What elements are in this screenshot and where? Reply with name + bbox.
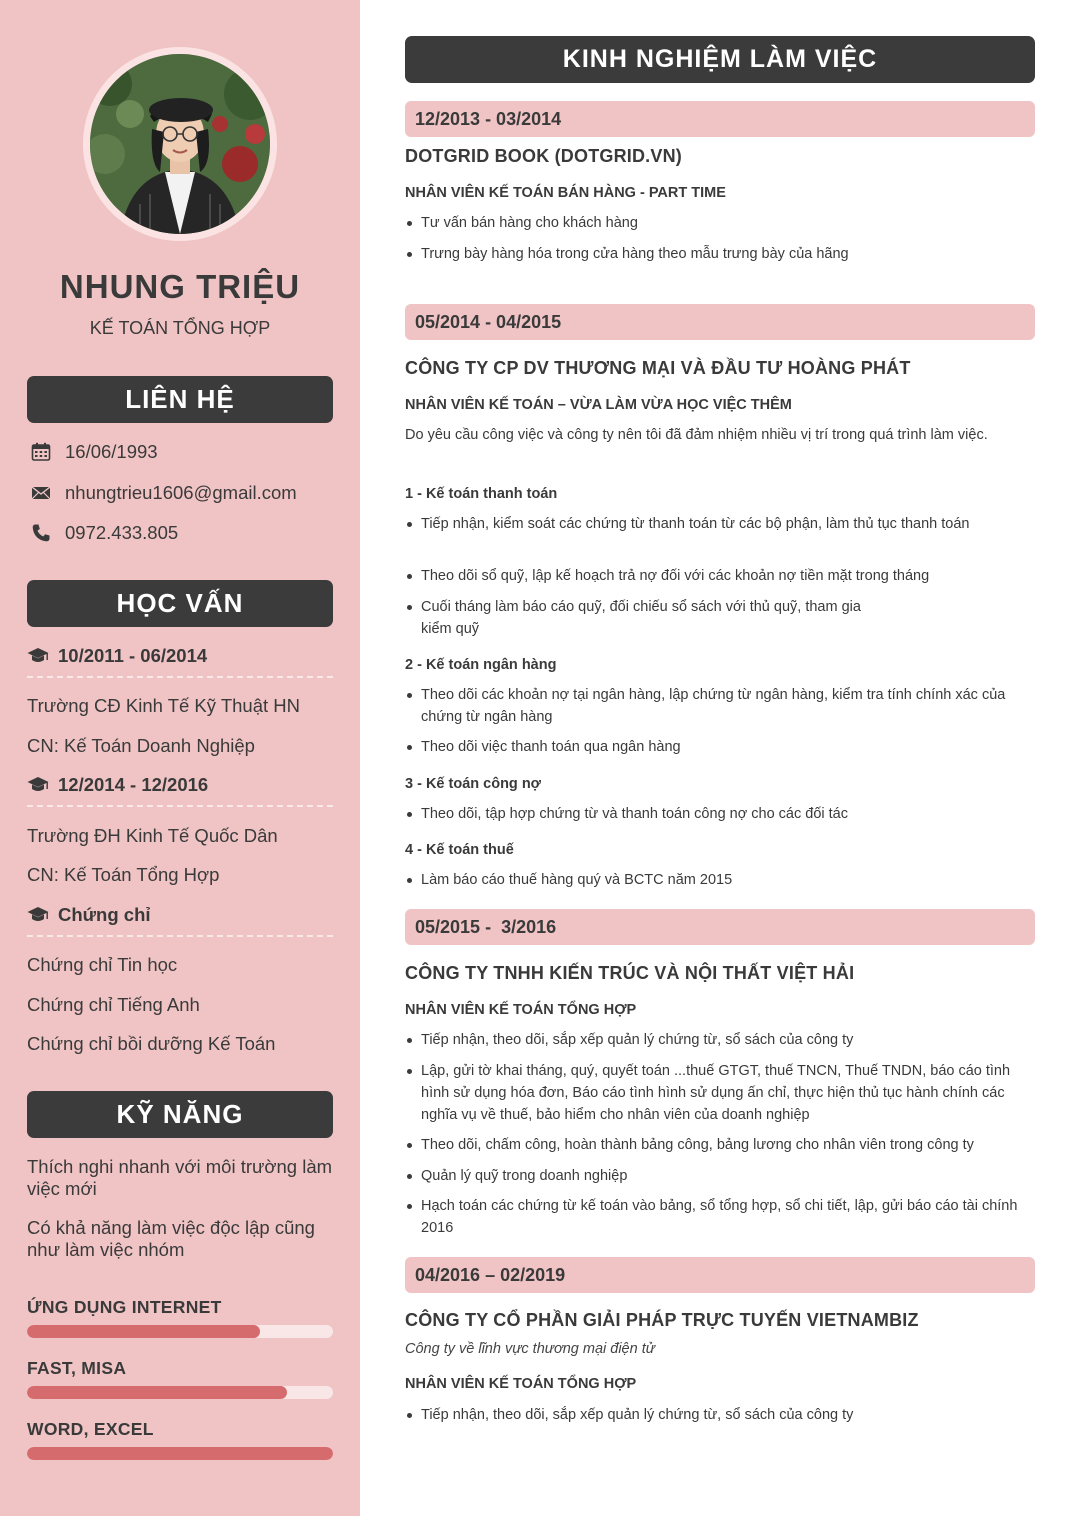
company-name: DOTGRID BOOK (DOTGRID.VN) xyxy=(405,146,682,166)
job-bullet: Trưng bày hàng hóa trong cửa hàng theo mẫu trưng bày của hãng xyxy=(405,243,865,265)
soft-skill: Thích nghi nhanh với môi trường làm việc mới xyxy=(27,1156,333,1199)
job-bullet: Tiếp nhận, kiểm soát các chứng từ thanh toán từ các bộ phận, làm thủ tục thanh toán xyxy=(405,513,1030,535)
certificate-item: Chứng chỉ bồi dưỡng Kế Toán xyxy=(27,1033,276,1054)
soft-skill: Có khả năng làm việc độc lập cũng như làm việc nhóm xyxy=(27,1217,315,1260)
education-school: Trường ĐH Kinh Tế Quốc Dân xyxy=(27,825,278,846)
education-period-1 xyxy=(27,644,333,668)
skill-bar-fill xyxy=(27,1325,260,1338)
birthday-value: 16/06/1993 xyxy=(65,441,158,462)
job-title: KẾ TOÁN TỔNG HỢP xyxy=(89,318,271,338)
person-name: NHUNG TRIỆU xyxy=(59,268,301,305)
profile-photo xyxy=(90,54,270,234)
job-bullet: Quản lý quỹ trong doanh nghiệp xyxy=(405,1165,1035,1187)
company-name: CÔNG TY TNHH KIẾN TRÚC VÀ NỘI THẤT VIỆT HẢI xyxy=(405,963,855,983)
graduation-cap-icon xyxy=(27,646,49,666)
skill-bar xyxy=(27,1386,333,1399)
job-bullet: Tiếp nhận, theo dõi, sắp xếp quản lý chứng từ, sổ sách của công ty xyxy=(405,1404,1035,1426)
education-period-2 xyxy=(27,773,333,797)
skill-bar-fill xyxy=(27,1386,287,1399)
skill-bar xyxy=(27,1447,333,1460)
education-heading: HỌC VẤN xyxy=(27,580,333,627)
skill-label: WORD, EXCEL xyxy=(27,1419,154,1439)
graduation-cap-icon xyxy=(27,905,49,925)
job-bullet: Tiếp nhận, theo dõi, sắp xếp quản lý chứng từ, sổ sách của công ty xyxy=(405,1029,1035,1051)
education-major: CN: Kế Toán Tổng Hợp xyxy=(27,864,220,885)
job-bullet: Làm báo cáo thuế hàng quý và BCTC năm 2015 xyxy=(405,869,1035,891)
job-position: NHÂN VIÊN KẾ TOÁN – VỪA LÀM VỪA HỌC VIỆC THÊM xyxy=(405,397,792,413)
job-period: 04/2016 – 02/2019 xyxy=(405,1257,1035,1293)
divider xyxy=(27,935,333,937)
avatar xyxy=(83,47,277,241)
education-period-text: 12/2014 - 12/2016 xyxy=(58,774,209,795)
email-value[interactable]: nhungtrieu1606@gmail.com xyxy=(65,482,297,503)
job-bullet: Hạch toán các chứng từ kế toán vào bảng, sổ tổng hợp, sổ chi tiết, lập, gửi báo cáo tài chính 2016 xyxy=(405,1195,1035,1239)
phone-value[interactable]: 0972.433.805 xyxy=(65,522,179,543)
duty-group-title: 2 - Kế toán ngân hàng xyxy=(405,657,557,673)
certificates-title: Chứng chỉ xyxy=(58,904,151,925)
job-bullet: Theo dõi sổ quỹ, lập kế hoạch trả nợ đối với các khoản nợ tiền mặt trong tháng xyxy=(405,565,1035,587)
duty-group-title: 4 - Kế toán thuế xyxy=(405,842,514,858)
skill-bar xyxy=(27,1325,333,1338)
job-period: 05/2014 - 04/2015 xyxy=(405,304,1035,340)
certificates-heading xyxy=(27,903,333,927)
envelope-icon xyxy=(30,482,52,504)
contact-heading: LIÊN HỆ xyxy=(27,376,333,423)
education-school: Trường CĐ Kinh Tế Kỹ Thuật HN xyxy=(27,695,300,716)
job-bullet: Cuối tháng làm báo cáo quỹ, đối chiếu sổ sách với thủ quỹ, tham gia kiểm quỹ xyxy=(405,596,875,640)
job-period: 12/2013 - 03/2014 xyxy=(405,101,1035,137)
job-period: 05/2015 - 3/2016 xyxy=(405,909,1035,945)
phone-icon xyxy=(30,522,52,544)
job-position: NHÂN VIÊN KẾ TOÁN TỔNG HỢP xyxy=(405,1376,637,1392)
education-major: CN: Kế Toán Doanh Nghiệp xyxy=(27,735,255,756)
experience-heading: KINH NGHIỆM LÀM VIỆC xyxy=(405,36,1035,83)
duty-group-title: 3 - Kế toán công nợ xyxy=(405,776,541,792)
education-period-text: 10/2011 - 06/2014 xyxy=(58,645,208,666)
skill-label: FAST, MISA xyxy=(27,1358,127,1378)
certificate-item: Chứng chỉ Tiếng Anh xyxy=(27,994,200,1015)
divider xyxy=(27,676,333,678)
company-note: Công ty về lĩnh vực thương mại điện tử xyxy=(405,1341,655,1357)
skill-label: ỨNG DỤNG INTERNET xyxy=(27,1297,222,1317)
job-bullet: Theo dõi việc thanh toán qua ngân hàng xyxy=(405,736,1035,758)
job-position: NHÂN VIÊN KẾ TOÁN BÁN HÀNG - PART TIME xyxy=(405,185,726,201)
divider xyxy=(27,805,333,807)
calendar-icon xyxy=(30,441,52,463)
main-content xyxy=(360,0,1071,1516)
job-bullet: Theo dõi, chấm công, hoàn thành bảng công, bảng lương cho nhân viên trong công ty xyxy=(405,1134,1035,1156)
job-description: Do yêu cầu công việc và công ty nên tôi đã đảm nhiệm nhiều vị trí trong quá trình làm việc. xyxy=(405,427,988,443)
job-bullet: Theo dõi các khoản nợ tại ngân hàng, lập chứng từ ngân hàng, kiểm tra tính chính xác của chứng từ ngân hàng xyxy=(405,684,1035,728)
contact-birthday xyxy=(30,439,158,465)
contact-email xyxy=(30,480,297,506)
company-name: CÔNG TY CỔ PHẦN GIẢI PHÁP TRỰC TUYẾN VIETNAMBIZ xyxy=(405,1310,919,1330)
job-position: NHÂN VIÊN KẾ TOÁN TỔNG HỢP xyxy=(405,1002,637,1018)
job-bullet: Tư vấn bán hàng cho khách hàng xyxy=(405,212,1035,234)
skills-heading: KỸ NĂNG xyxy=(27,1091,333,1138)
job-bullet: Lập, gửi tờ khai tháng, quý, quyết toán ...thuế GTGT, thuế TNCN, Thuế TNDN, báo cáo tình hình sử dụng hóa đơn, Báo cáo tình hình sử dụng ấn chỉ, thực hiện thủ tục hành chính các nghĩa vụ về thuế, bảo hiểm cho nhân viên của doanh nghiệp xyxy=(405,1060,1035,1126)
certificate-item: Chứng chỉ Tin học xyxy=(27,954,178,975)
skill-bar-fill xyxy=(27,1447,333,1460)
duty-group-title: 1 - Kế toán thanh toán xyxy=(405,486,558,502)
job-bullet: Theo dõi, tập hợp chứng từ và thanh toán công nợ cho các đối tác xyxy=(405,803,1035,825)
graduation-cap-icon xyxy=(27,775,49,795)
contact-phone xyxy=(30,520,178,546)
company-name: CÔNG TY CP DV THƯƠNG MẠI VÀ ĐẦU TƯ HOÀNG PHÁT xyxy=(405,358,911,378)
sidebar xyxy=(0,0,360,1516)
